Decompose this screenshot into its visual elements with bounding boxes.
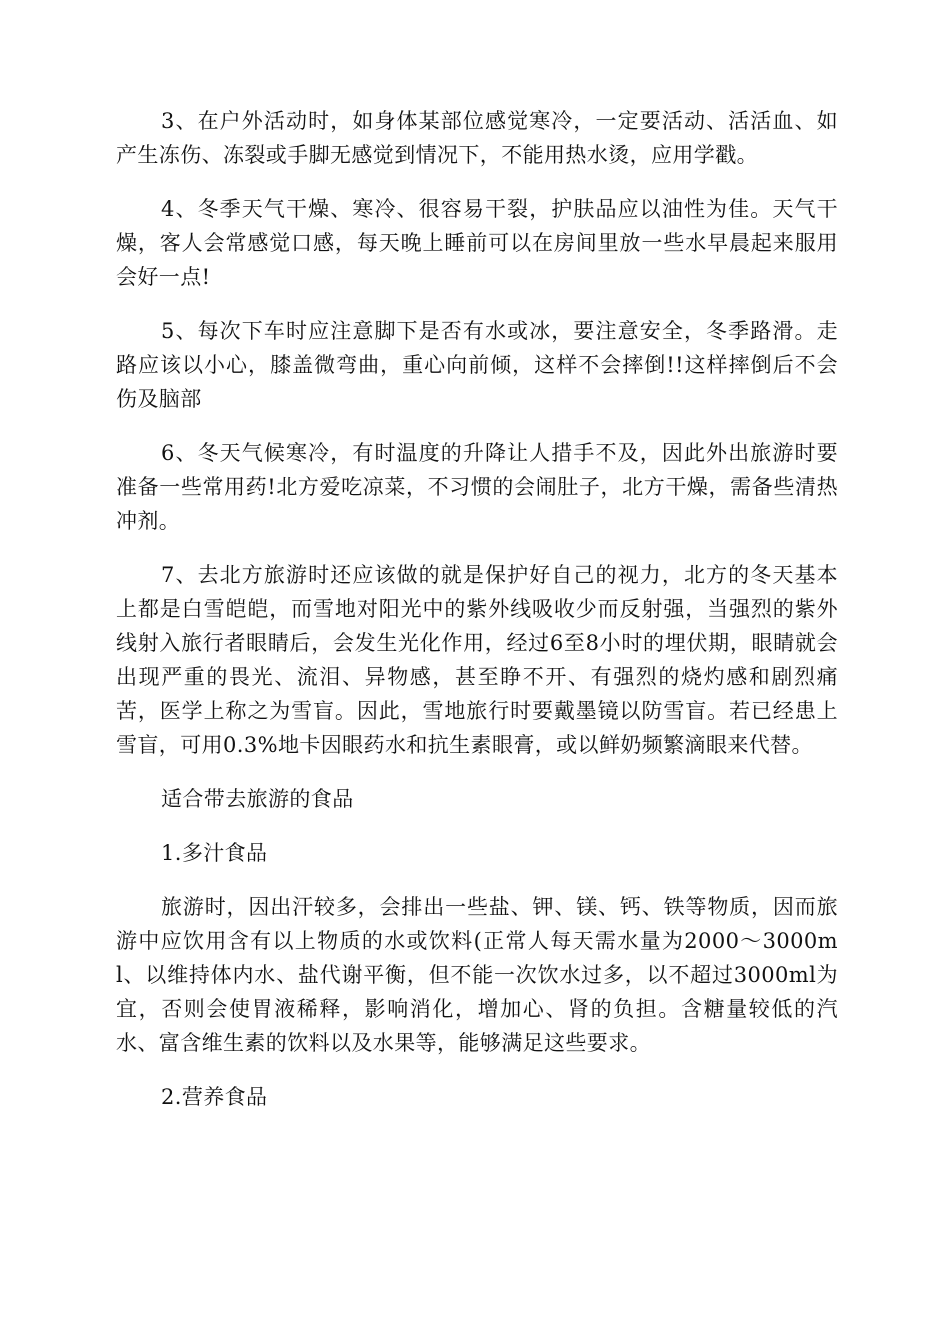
tip-paragraph-7: 7、去北方旅游时还应该做的就是保护好自己的视力，北方的冬天基本上都是白雪皑皑，而雪地对阳光中的紫外线吸收少而反射强，当强烈的紫外线射入旅行者眼睛后，会发生光化作用，经过6至8小时的埋伏期，眼睛就会出现严重的畏光、流泪、异物感，甚至睁不开、有强烈的烧灼感和剧烈痛苦，医学上称之为雪盲。因此，雪地旅行时要戴墨镜以防雪盲。若已经患上雪盲，可用0.3%地卡因眼药水和抗生素眼膏，或以鲜奶频繁滴眼来代替。 [116, 563, 838, 757]
tip-paragraph-5: 5、每次下车时应注意脚下是否有水或冰，要注意安全，冬季路滑。走路应该以小心，膝盖微弯曲，重心向前倾，这样不会摔倒!!这样摔倒后不会伤及脑部 [116, 319, 838, 411]
subsection-title-2: 2.营养食品 [161, 1085, 268, 1109]
subsection-body-1: 旅游时，因出汗较多，会排出一些盐、钾、镁、钙、铁等物质，因而旅游中应饮用含有以上物质的水或饮料(正常人每天需水量为2000～3000ml、以维持体内水、盐代谢平衡，但不能一次饮水过多，以不超过3000ml为宜，否则会使胃液稀释，影响消化，增加心、肾的负担。含糖量较低的汽水、富含维生素的饮料以及水果等，能够满足这些要求。 [116, 895, 838, 1055]
section-title: 适合带去旅游的食品 [161, 787, 354, 811]
tip-paragraph-4: 4、冬季天气干燥、寒冷、很容易干裂，护肤品应以油性为佳。天气干燥，客人会常感觉口感，每天晚上睡前可以在房间里放一些水早晨起来服用会好一点! [116, 197, 838, 289]
tip-paragraph-6: 6、冬天气候寒冷，有时温度的升降让人措手不及，因此外出旅游时要准备一些常用药!北方爱吃凉菜，不习惯的会闹肚子，北方干燥，需备些清热冲剂。 [116, 441, 838, 533]
tip-paragraph-3: 3、在户外活动时，如身体某部位感觉寒冷，一定要活动、活活血、如产生冻伤、冻裂或手脚无感觉到情况下，不能用热水烫，应用学戳。 [116, 109, 838, 167]
document-page [116, 104, 838, 1134]
subsection-title-1: 1.多汁食品 [161, 841, 268, 865]
